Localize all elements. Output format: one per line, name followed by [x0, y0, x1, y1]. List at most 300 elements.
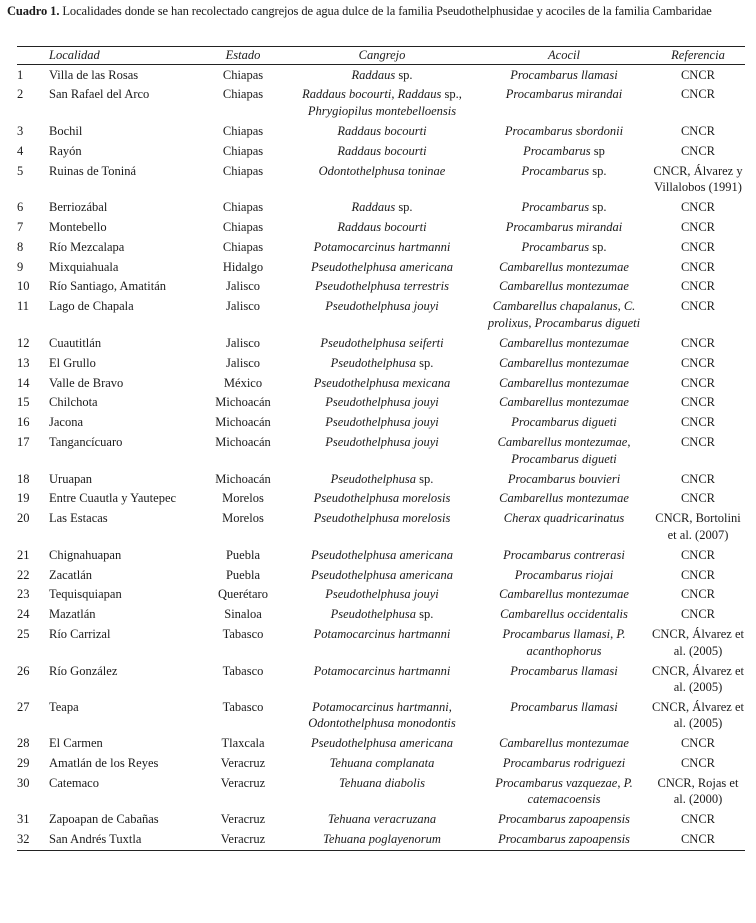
- cell-localidad: Zacatlán: [49, 567, 93, 582]
- cell-cangrejo: [287, 661, 477, 697]
- localities-table: [17, 46, 745, 851]
- cell-estado: México: [223, 375, 263, 390]
- cell-acocil: [477, 333, 651, 353]
- cell-referencia: CNCR, Bortolini et al. (2007): [655, 511, 741, 542]
- cell-number: 7: [17, 219, 24, 234]
- cell-estado: Querétaro: [218, 587, 268, 602]
- cell-acocil: [477, 697, 651, 733]
- cell-acocil: [477, 217, 651, 237]
- cell-acocil: [477, 774, 651, 810]
- table-row: [17, 373, 745, 393]
- cell-localidad: Mazatlán: [49, 607, 96, 622]
- cell-number: 19: [17, 491, 30, 506]
- taxon-text: Procambarus digueti: [511, 451, 617, 466]
- table-row: [17, 545, 745, 565]
- cell-localidad: Tequisquiapan: [49, 587, 122, 602]
- taxon-text: Odontothelphusa toninae: [318, 163, 446, 178]
- taxon-text: Tehuana veracruzana: [327, 812, 437, 827]
- cell-cangrejo: [287, 85, 477, 121]
- cell-localidad: Chilchota: [49, 395, 98, 410]
- cell-estado: Chiapas: [222, 67, 264, 82]
- cell-referencia: CNCR: [680, 471, 716, 486]
- cell-localidad: Montebello: [49, 219, 107, 234]
- table-row: [17, 661, 745, 697]
- cell-estado: Chiapas: [222, 239, 264, 254]
- taxon-text: Pseudothelphusa terrestris: [315, 279, 449, 294]
- table-row: [17, 277, 745, 297]
- cell-referencia: CNCR: [680, 299, 716, 314]
- header-number: [17, 47, 49, 65]
- cell-number: 6: [17, 199, 24, 214]
- taxon-text: Procambarus zapoapensis: [498, 832, 630, 847]
- caption-label: Cuadro 1.: [7, 4, 60, 18]
- header-cangrejo: Cangrejo: [287, 47, 477, 65]
- table-row: [17, 121, 745, 141]
- cell-cangrejo: [287, 373, 477, 393]
- cell-estado: Veracruz: [220, 812, 266, 827]
- cell-cangrejo: [287, 141, 477, 161]
- table-row: [17, 697, 745, 733]
- taxon-text: Potamocarcinus hartmanni: [313, 627, 451, 642]
- cell-cangrejo: [287, 774, 477, 810]
- taxon-text: Pseudothelphusa: [330, 471, 420, 486]
- cell-number: 30: [17, 776, 30, 791]
- taxon-text: sp.: [419, 355, 434, 370]
- cell-localidad: Las Estacas: [49, 511, 108, 526]
- taxon-text: sp.: [592, 239, 607, 254]
- table-row: [17, 433, 745, 469]
- cell-number: 1: [17, 67, 24, 82]
- table-row: [17, 85, 745, 121]
- table-body: [17, 65, 745, 851]
- taxon-text: Potamocarcinus hartmanni: [313, 663, 451, 678]
- taxon-text: Procambarus riojai: [514, 567, 614, 582]
- cell-localidad: Río González: [49, 663, 118, 678]
- taxon-text: Procambarus llamasi: [510, 67, 618, 82]
- taxon-text: Tehuana diabolis: [338, 776, 425, 791]
- cell-acocil: [477, 277, 651, 297]
- table-row: [17, 810, 745, 830]
- table-row: [17, 774, 745, 810]
- cell-cangrejo: [287, 565, 477, 585]
- taxon-text: Procambarus: [521, 163, 593, 178]
- cell-estado: Puebla: [225, 547, 261, 562]
- cell-acocil: [477, 565, 651, 585]
- taxon-text: Potamocarcinus hartmanni: [313, 239, 451, 254]
- cell-localidad: Zapoapan de Cabañas: [49, 812, 159, 827]
- cell-number: 10: [17, 279, 30, 294]
- cell-cangrejo: [287, 65, 477, 85]
- table-row: [17, 141, 745, 161]
- cell-acocil: [477, 65, 651, 85]
- taxon-text: ,: [448, 699, 452, 714]
- taxon-text: sp.: [419, 471, 434, 486]
- taxon-text: Cherax quadricarinatus: [503, 511, 625, 526]
- cell-estado: Chiapas: [222, 143, 264, 158]
- table-row: [17, 469, 745, 489]
- taxon-text: Pseudothelphusa: [330, 607, 420, 622]
- cell-estado: Veracruz: [220, 776, 266, 791]
- taxon-text: Procambarus mirandai: [505, 87, 623, 102]
- cell-number: 2: [17, 87, 24, 102]
- taxon-text: Raddaus bocourti: [337, 143, 427, 158]
- cell-referencia: CNCR, Rojas et al. (2000): [657, 776, 739, 807]
- cell-number: 20: [17, 511, 30, 526]
- cell-cangrejo: [287, 353, 477, 373]
- taxon-text: Procambarus: [521, 199, 593, 214]
- table-row: [17, 217, 745, 237]
- cell-cangrejo: [287, 161, 477, 197]
- cell-estado: Sinaloa: [224, 607, 262, 622]
- cell-acocil: [477, 393, 651, 413]
- taxon-text: sp.: [398, 199, 413, 214]
- cell-cangrejo: [287, 734, 477, 754]
- cell-number: 17: [17, 435, 30, 450]
- taxon-text: Cambarellus montezumae: [499, 395, 629, 410]
- cell-acocil: [477, 734, 651, 754]
- table-caption: [7, 3, 749, 20]
- taxon-text: Cambarellus montezumae: [499, 335, 629, 350]
- cell-localidad: Ruinas de Toniná: [49, 163, 137, 178]
- cell-number: 26: [17, 663, 30, 678]
- cell-number: 28: [17, 736, 30, 751]
- cell-number: 16: [17, 415, 30, 430]
- cell-number: 31: [17, 812, 30, 827]
- cell-number: 4: [17, 143, 24, 158]
- table-row: [17, 585, 745, 605]
- taxon-text: Raddaus: [351, 67, 399, 82]
- taxon-text: Pseudothelphusa jouyi: [325, 435, 439, 450]
- cell-cangrejo: [287, 545, 477, 565]
- cell-referencia: CNCR, Álvarez et al. (2005): [652, 663, 744, 694]
- cell-localidad: Río Mezcalapa: [49, 239, 125, 254]
- cell-referencia: CNCR: [680, 259, 716, 274]
- table-row: [17, 605, 745, 625]
- cell-acocil: [477, 810, 651, 830]
- taxon-text: Pseudothelphusa americana: [311, 567, 453, 582]
- cell-number: 32: [17, 832, 30, 847]
- cell-localidad: Berriozábal: [49, 199, 108, 214]
- cell-estado: Jalisco: [225, 335, 261, 350]
- taxon-text: Procambarus contrerasi: [503, 547, 625, 562]
- cell-estado: Michoacán: [215, 471, 271, 486]
- cell-number: 3: [17, 123, 24, 138]
- cell-referencia: CNCR: [680, 832, 716, 847]
- cell-estado: Chiapas: [222, 123, 264, 138]
- table-row: [17, 413, 745, 433]
- cell-number: 22: [17, 567, 30, 582]
- taxon-text: Pseudothelphusa jouyi: [325, 299, 439, 314]
- cell-localidad: Tangancícuaro: [49, 435, 123, 450]
- cell-referencia: CNCR: [680, 812, 716, 827]
- cell-localidad: Entre Cuautla y Yautepec: [49, 491, 177, 506]
- cell-acocil: [477, 85, 651, 121]
- taxon-text: Procambarus sbordonii: [504, 123, 624, 138]
- cell-referencia: CNCR: [680, 199, 716, 214]
- cell-estado: Michoacán: [215, 435, 271, 450]
- cell-referencia: CNCR: [680, 587, 716, 602]
- cell-referencia: CNCR: [680, 547, 716, 562]
- cell-acocil: [477, 413, 651, 433]
- cell-referencia: CNCR: [680, 239, 716, 254]
- cell-cangrejo: [287, 121, 477, 141]
- cell-acocil: [477, 830, 651, 850]
- header-acocil: Acocil: [477, 47, 651, 65]
- cell-cangrejo: [287, 217, 477, 237]
- table-row: [17, 65, 745, 85]
- cell-localidad: Chignahuapan: [49, 547, 122, 562]
- cell-referencia: CNCR, Álvarez et al. (2005): [652, 627, 744, 658]
- cell-acocil: [477, 121, 651, 141]
- cell-localidad: Bochil: [49, 123, 83, 138]
- cell-cangrejo: [287, 810, 477, 830]
- taxon-text: Raddaus: [397, 87, 445, 102]
- taxon-text: Procambarus digueti: [511, 415, 617, 430]
- taxon-text: Procambarus: [521, 239, 593, 254]
- taxon-text: Raddaus: [351, 199, 399, 214]
- caption-text: Localidades donde se han recolectado cangrejos de agua dulce de la familia Pseudothelphusidae y acociles de la familia Cambaridae: [59, 4, 712, 18]
- table-row: [17, 257, 745, 277]
- cell-cangrejo: [287, 509, 477, 545]
- taxon-text: Pseudothelphusa jouyi: [325, 587, 439, 602]
- taxon-text: Raddaus bocourti: [302, 87, 392, 102]
- taxon-text: ,: [458, 87, 462, 102]
- cell-number: 11: [17, 299, 30, 314]
- cell-number: 9: [17, 259, 24, 274]
- cell-referencia: CNCR: [680, 736, 716, 751]
- cell-localidad: Cuautitlán: [49, 335, 102, 350]
- cell-referencia: CNCR: [680, 87, 716, 102]
- taxon-text: ,: [627, 435, 631, 450]
- cell-localidad: Villa de las Rosas: [49, 67, 139, 82]
- taxon-text: Potamocarcinus hartmanni: [312, 699, 449, 714]
- cell-referencia: CNCR: [680, 415, 716, 430]
- cell-cangrejo: [287, 393, 477, 413]
- taxon-text: Procambarus mirandai: [505, 219, 623, 234]
- taxon-text: Cambarellus occidentalis: [500, 607, 628, 622]
- taxon-text: Tehuana complanata: [329, 756, 435, 771]
- cell-acocil: [477, 257, 651, 277]
- table-row: [17, 830, 745, 850]
- cell-referencia: CNCR: [680, 335, 716, 350]
- taxon-text: Procambarus: [523, 143, 594, 158]
- cell-cangrejo: [287, 297, 477, 333]
- cell-acocil: [477, 545, 651, 565]
- taxon-text: sp.: [398, 67, 413, 82]
- cell-acocil: [477, 625, 651, 661]
- cell-cangrejo: [287, 257, 477, 277]
- cell-cangrejo: [287, 625, 477, 661]
- cell-acocil: [477, 754, 651, 774]
- cell-estado: Michoacán: [215, 415, 271, 430]
- cell-number: 27: [17, 699, 30, 714]
- cell-localidad: Catemaco: [49, 776, 99, 791]
- cell-cangrejo: [287, 489, 477, 509]
- cell-number: 8: [17, 239, 24, 254]
- table-row: [17, 565, 745, 585]
- cell-estado: Hidalgo: [222, 259, 264, 274]
- cell-referencia: CNCR: [680, 67, 716, 82]
- taxon-text: Raddaus bocourti: [337, 123, 427, 138]
- cell-estado: Morelos: [222, 491, 264, 506]
- cell-estado: Morelos: [222, 511, 264, 526]
- taxon-text: Phrygiopilus montebelloensis: [307, 103, 457, 118]
- taxon-text: Procambarus llamasi: [502, 627, 611, 642]
- cell-localidad: Amatlán de los Reyes: [49, 756, 159, 771]
- cell-estado: Chiapas: [222, 199, 264, 214]
- cell-cangrejo: [287, 413, 477, 433]
- cell-localidad: El Carmen: [49, 736, 103, 751]
- cell-cangrejo: [287, 469, 477, 489]
- cell-localidad: Mixquiahuala: [49, 259, 119, 274]
- taxon-text: ,: [528, 315, 535, 330]
- taxon-text: Pseudothelphusa morelosis: [313, 491, 451, 506]
- cell-estado: Veracruz: [220, 756, 266, 771]
- taxon-text: Cambarellus montezumae: [499, 279, 629, 294]
- cell-localidad: Río Santiago, Amatitán: [49, 279, 167, 294]
- cell-referencia: CNCR: [680, 279, 716, 294]
- cell-estado: Jalisco: [225, 355, 261, 370]
- taxon-text: P. acanthophorus: [526, 627, 626, 658]
- cell-cangrejo: [287, 830, 477, 850]
- cell-estado: Chiapas: [222, 87, 264, 102]
- taxon-text: Pseudothelphusa mexicana: [313, 375, 451, 390]
- cell-localidad: Teapa: [49, 699, 79, 714]
- taxon-text: Procambarus rodriguezi: [502, 756, 626, 771]
- header-referencia: Referencia: [651, 47, 745, 65]
- taxon-text: Cambarellus chapalanus: [492, 299, 618, 314]
- cell-estado: Tabasco: [222, 663, 264, 678]
- taxon-text: Pseudothelphusa americana: [311, 736, 453, 751]
- taxon-text: Pseudothelphusa morelosis: [313, 511, 451, 526]
- cell-estado: Tlaxcala: [221, 736, 265, 751]
- cell-estado: Tabasco: [222, 699, 264, 714]
- cell-localidad: El Grullo: [49, 355, 96, 370]
- cell-acocil: [477, 373, 651, 393]
- taxon-text: Cambarellus montezumae: [499, 587, 629, 602]
- taxon-text: Tehuana poglayenorum: [323, 832, 441, 847]
- taxon-text: ,: [617, 299, 624, 314]
- header-row: [17, 47, 745, 65]
- cell-estado: Jalisco: [225, 279, 261, 294]
- cell-referencia: CNCR: [680, 123, 716, 138]
- cell-estado: Veracruz: [220, 832, 266, 847]
- header-localidad: Localidad: [49, 47, 199, 65]
- taxon-text: Procambarus llamasi: [510, 663, 618, 678]
- table-row: [17, 237, 745, 257]
- taxon-text: Procambarus vazquezae: [495, 776, 618, 791]
- taxon-text: Cambarellus montezumae: [499, 259, 629, 274]
- cell-acocil: [477, 237, 651, 257]
- cell-acocil: [477, 161, 651, 197]
- cell-cangrejo: [287, 277, 477, 297]
- cell-localidad: Río Carrizal: [49, 627, 111, 642]
- cell-referencia: CNCR: [680, 375, 716, 390]
- table-row: [17, 197, 745, 217]
- cell-cangrejo: [287, 585, 477, 605]
- taxon-text: Pseudothelphusa seiferti: [320, 335, 444, 350]
- taxon-text: Cambarellus montezumae: [499, 355, 629, 370]
- cell-referencia: CNCR: [680, 491, 716, 506]
- taxon-text: C. prolixus: [487, 299, 636, 330]
- cell-acocil: [477, 141, 651, 161]
- cell-cangrejo: [287, 433, 477, 469]
- taxon-text: Cambarellus montezumae: [499, 491, 629, 506]
- cell-estado: Puebla: [225, 567, 261, 582]
- cell-number: 25: [17, 627, 30, 642]
- cell-cangrejo: [287, 605, 477, 625]
- taxon-text: Procambarus zapoapensis: [498, 812, 630, 827]
- cell-referencia: CNCR: [680, 355, 716, 370]
- cell-acocil: [477, 353, 651, 373]
- taxon-text: sp.: [592, 199, 607, 214]
- taxon-text: sp.: [419, 607, 434, 622]
- taxon-text: sp.: [444, 87, 459, 102]
- taxon-text: Pseudothelphusa americana: [311, 259, 453, 274]
- cell-acocil: [477, 509, 651, 545]
- taxon-text: Odontothelphusa monodontis: [308, 716, 456, 731]
- cell-estado: Chiapas: [222, 163, 264, 178]
- cell-acocil: [477, 489, 651, 509]
- cell-localidad: San Rafael del Arco: [49, 87, 150, 102]
- cell-acocil: [477, 297, 651, 333]
- cell-number: 5: [17, 163, 24, 178]
- table-row: [17, 734, 745, 754]
- cell-cangrejo: [287, 697, 477, 733]
- cell-cangrejo: [287, 754, 477, 774]
- cell-cangrejo: [287, 197, 477, 217]
- cell-cangrejo: [287, 333, 477, 353]
- taxon-text: Cambarellus montezumae: [499, 375, 629, 390]
- table-row: [17, 297, 745, 333]
- cell-referencia: CNCR, Álvarez y Villalobos (1991): [653, 163, 743, 194]
- cell-number: 18: [17, 471, 30, 486]
- taxon-text: sp: [593, 143, 605, 158]
- cell-referencia: CNCR: [680, 219, 716, 234]
- cell-localidad: Uruapan: [49, 471, 93, 486]
- cell-estado: Tabasco: [222, 627, 264, 642]
- taxon-text: Pseudothelphusa americana: [311, 547, 453, 562]
- taxon-text: Pseudothelphusa jouyi: [325, 395, 439, 410]
- cell-localidad: Rayón: [49, 143, 82, 158]
- table-row: [17, 353, 745, 373]
- cell-referencia: CNCR, Álvarez et al. (2005): [652, 699, 744, 731]
- taxon-text: ,: [391, 87, 398, 102]
- cell-estado: Jalisco: [225, 299, 261, 314]
- taxon-text: P. catemacoensis: [527, 776, 633, 807]
- cell-referencia: CNCR: [680, 756, 716, 771]
- table-row: [17, 393, 745, 413]
- table-row: [17, 625, 745, 661]
- taxon-text: ,: [610, 627, 617, 642]
- taxon-text: Cambarellus montezumae: [499, 736, 629, 751]
- taxon-text: Raddaus bocourti: [337, 219, 427, 234]
- table-row: [17, 333, 745, 353]
- cell-cangrejo: [287, 237, 477, 257]
- cell-acocil: [477, 661, 651, 697]
- cell-number: 15: [17, 395, 30, 410]
- cell-number: 24: [17, 607, 30, 622]
- taxon-text: sp.: [592, 163, 607, 178]
- cell-referencia: CNCR: [680, 567, 716, 582]
- cell-referencia: CNCR: [680, 395, 716, 410]
- taxon-text: Procambarus digueti: [534, 315, 641, 330]
- cell-number: 13: [17, 355, 30, 370]
- cell-acocil: [477, 585, 651, 605]
- cell-estado: Chiapas: [222, 219, 264, 234]
- taxon-text: Cambarellus montezumae: [497, 435, 628, 450]
- cell-number: 12: [17, 335, 30, 350]
